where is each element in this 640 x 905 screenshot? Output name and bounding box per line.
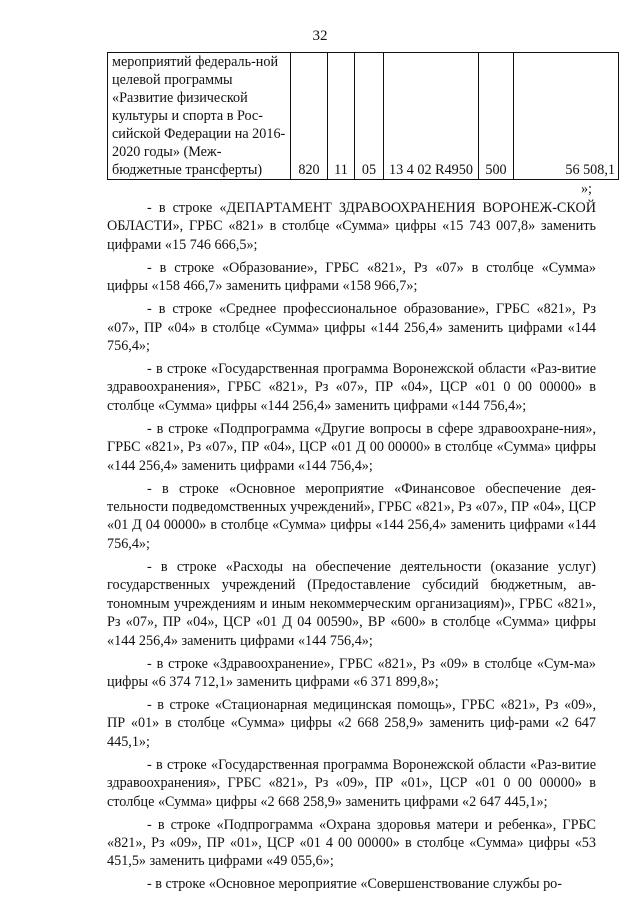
table-cell-grbs: 820 <box>291 53 328 180</box>
amendment-paragraph: - в строке «Образование», ГРБС «821», Рз «07» в столбце «Сумма» цифры «158 466,7» заменить цифрами «158 966,7»; <box>107 259 596 295</box>
amendment-paragraph: - в строке «Государственная программа Воронежской области «Раз-витие здравоохранения», ГРБС «821», Рз «09», ПР «01», ЦСР «01 0 00 00000» в столбце «Сумма» цифры «2 668 258,9» заменить цифрами «2 647 445,1»; <box>107 756 596 810</box>
table-cell-pr: 05 <box>355 53 384 180</box>
table-cell-name: мероприятий федераль-ной целевой программы «Развитие физической культуры и спорта в Рос-сийской Федерации на 2016-2020 годы» (Меж-бюджетные трансферты) <box>108 53 291 180</box>
budget-table <box>107 52 619 180</box>
amendment-paragraph: - в строке «Государственная программа Воронежской области «Раз-витие здравоохранения», ГРБС «821», Рз «07», ПР «04», ЦСР «01 0 00 00000» в столбце «Сумма» цифры «144 256,4» заменить цифрами «144 756,4»; <box>107 361 596 414</box>
amendment-paragraph: - в строке «Подпрограмма «Другие вопросы в сфере здравоохране-ния», ГРБС «821», Рз «07», ПР «04», ЦСР «01 Д 00 00000» в столбце «Сумма» цифры «144 256,4» заменить цифрами «144 756,4»; <box>107 420 596 474</box>
table-row <box>108 53 619 180</box>
amendment-paragraph: - в строке «Стационарная медицинская помощь», ГРБС «821», Рз «09», ПР «01» в столбце «Сумма» цифры «2 668 258,9» заменить циф-рами «2 647 445,1»; <box>107 696 596 750</box>
amendment-paragraph: - в строке «Основное мероприятие «Финансовое обеспечение дея-тельности подведомственных учреждений», ГРБС «821», Рз «07», ПР «04», ЦСР «01 Д 04 00000» в столбце «Сумма» цифры «144 256,4» заменить цифрами «144 756,4»; <box>107 480 596 552</box>
amendment-list <box>107 199 596 898</box>
closing-quote: »; <box>580 181 592 197</box>
table-cell-vr: 500 <box>479 53 514 180</box>
amendment-paragraph: - в строке «Среднее профессиональное образование», ГРБС «821», Рз «07», ПР «04» в столбце «Сумма» цифры «144 256,4» заменить цифрами «144 756,4»; <box>107 301 596 355</box>
amendment-paragraph: - в строке «Расходы на обеспечение деятельности (оказание услуг) государственных учреждений (Предоставление субсидий бюджетным, ав-тономным учреждениям и иным некоммерческим организациям)», ГРБС «821», Рз «07», ПР «04», ЦСР «01 Д 04 00590», ВР «600» в столбце «Сумма» цифры «144 256,4» заменить цифрами «144 756,4»; <box>107 558 596 649</box>
table-cell-sum: 56 508,1 <box>514 53 619 180</box>
amendment-paragraph: - в строке «Подпрограмма «Охрана здоровья матери и ребенка», ГРБС «821», Рз «09», ПР «01», ЦСР «01 4 00 00000» в столбце «Сумма» цифры «53 451,5» заменить цифрами «49 055,6»; <box>107 816 596 870</box>
amendment-paragraph: - в строке «Основное мероприятие «Совершенствование службы ро- <box>147 876 562 893</box>
amendment-paragraph: - в строке «ДЕПАРТАМЕНТ ЗДРАВООХРАНЕНИЯ ВОРОНЕЖ-СКОЙ ОБЛАСТИ», ГРБС «821» в столбце «Сумма» цифры «15 743 007,8» заменить цифрами «15 746 666,5»; <box>107 200 596 253</box>
page-number: 32 <box>312 28 328 44</box>
table-cell-rz: 11 <box>328 53 355 180</box>
amendment-paragraph: - в строке «Здравоохранение», ГРБС «821», Рз «09» в столбце «Сум-ма» цифры «6 374 712,1» заменить цифрами «6 371 899,8»; <box>107 655 596 690</box>
table-cell-csr: 13 4 02 R4950 <box>384 53 479 180</box>
